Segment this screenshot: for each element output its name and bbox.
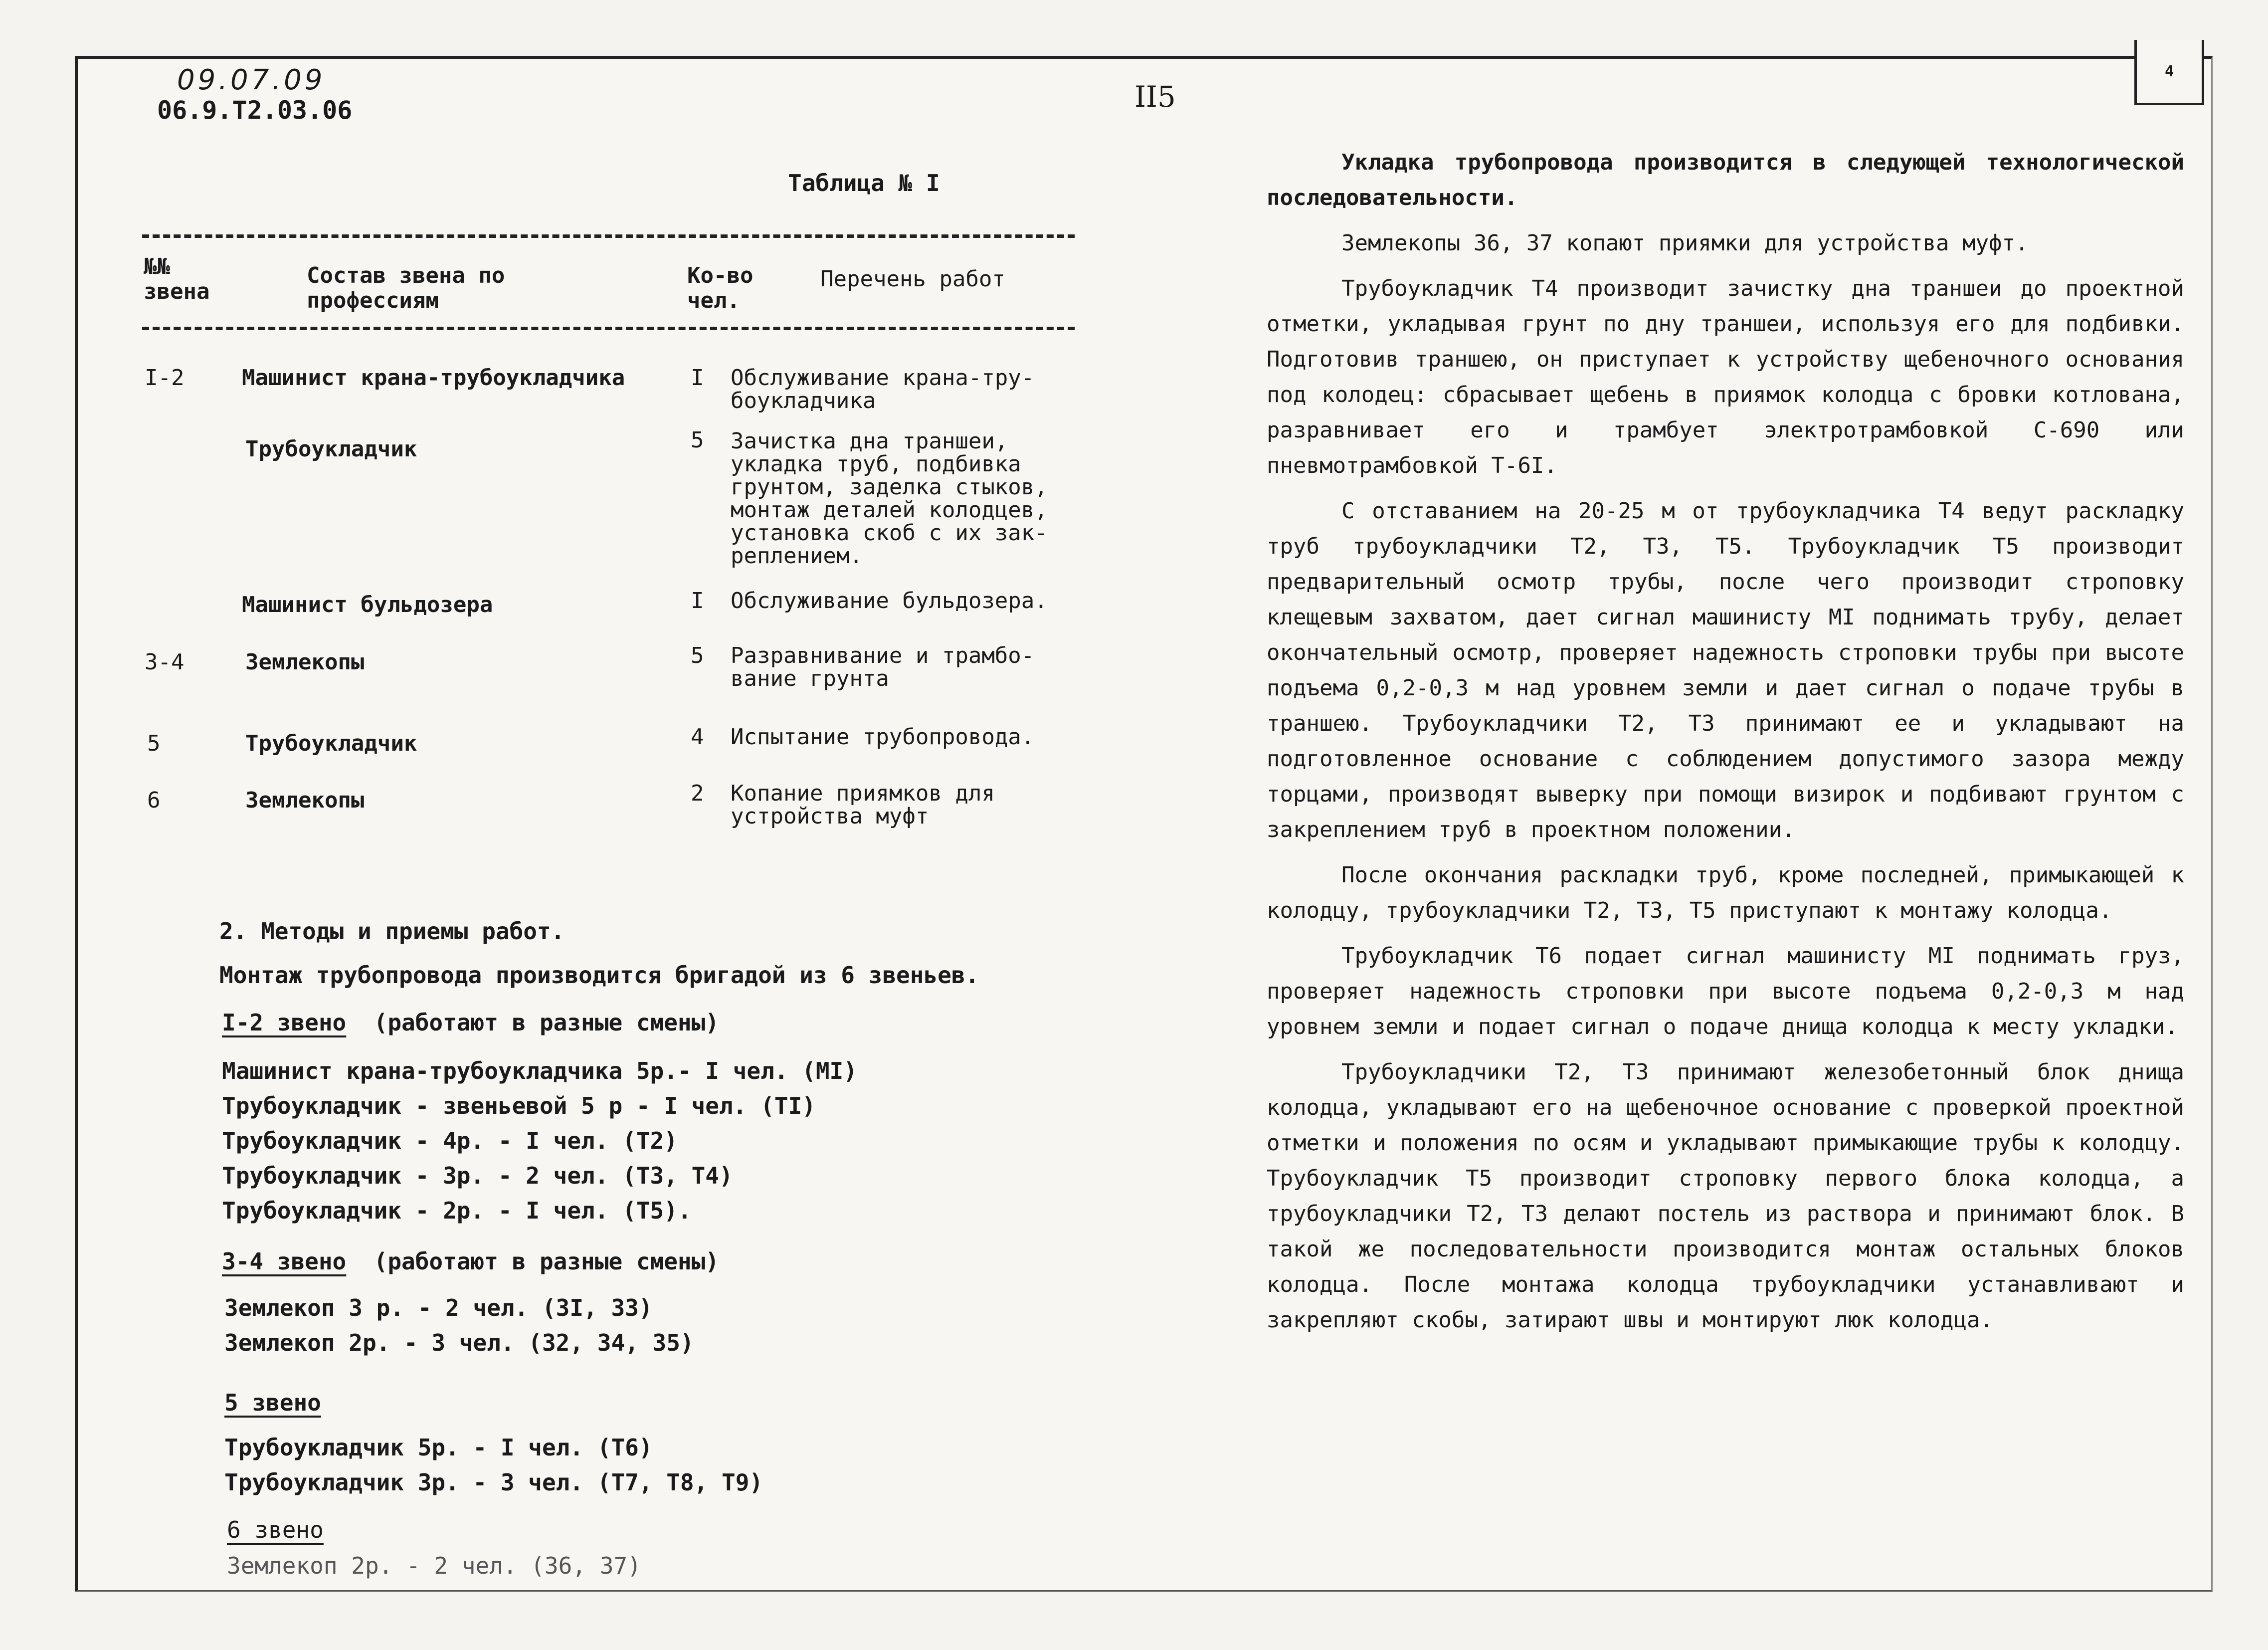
table-row-3-role: Машинист бульдозера bbox=[242, 592, 493, 618]
link-1-line-5: Трубоукладчик - 2р. - I чел. (T5). bbox=[222, 1197, 692, 1224]
table-row-6-role: Землекопы bbox=[245, 788, 365, 813]
right-text-column bbox=[1267, 145, 2184, 1348]
paragraph-6: Трубоукладчик T6 подает сигнал машинисту MI поднимать груз, проверяет надежность строповки при высоте подъема 0,2-0,3 м над уровнем земли и подает сигнал о подаче днища колодца к месту укладки. bbox=[1267, 943, 2184, 1039]
paragraph-4: С отставанием на 20-25 м от трубоукладчика T4 ведут раскладку труб трубоукладчики T2, T3, T5. Трубоукладчик T5 производит предварительный осмотр трубы, после чего производит строповку клещевым захватом, дает сигнал машинисту MI поднимать трубу, делает окончательный осмотр, проверяет надежность строповки трубы при высоте подъема 0,2-0,3 м над уровнем земли и дает сигнал о подаче трубы в траншею. Трубоукладчики T2, T3 принимают ее и укладывают на подготовленное основание с соблюдением допустимого зазора между торцами, производят выверку при помощи визирок и подбивают грунтом с закреплением труб в проектном положении. bbox=[1267, 498, 2184, 842]
sheet-number-box bbox=[2134, 40, 2204, 105]
link-2-line-2: Землекоп 2р. - 3 чел. (З2, З4, З5) bbox=[224, 1329, 694, 1356]
table-row-5-count: 4 bbox=[691, 724, 704, 750]
link-1-heading: I-2 звено (работают в разные смены) bbox=[222, 1009, 719, 1036]
table-row-3-work: Обслуживание бульдозера. bbox=[731, 588, 1048, 614]
link-2-heading: 3-4 звено (работают в разные смены) bbox=[222, 1248, 719, 1275]
table-row-2-work: Зачистка дна траншеи, укладка труб, подбивка грунтом, заделка стыков, монтаж деталей колодцев, установка скоб с их зак- реплением. bbox=[731, 428, 1048, 569]
methods-intro: Монтаж трубопровода производится бригадой из 6 звеньев. bbox=[219, 962, 979, 989]
sheet-number: 4 bbox=[2164, 62, 2174, 80]
document-code: 06.9.T2.03.06 bbox=[157, 96, 353, 125]
table-row-6-work: Копание приямков для устройства муфт bbox=[731, 781, 995, 829]
link-1-line-4: Трубоукладчик - 3р. - 2 чел. (T3, T4) bbox=[222, 1162, 733, 1189]
link-3-heading: 5 звено bbox=[224, 1389, 321, 1416]
link-4-heading: 6 звено bbox=[227, 1516, 324, 1543]
table-row-4-role: Землекопы bbox=[245, 649, 365, 675]
link-1-line-3: Трубоукладчик - 4р. - I чел. (T2) bbox=[222, 1127, 678, 1154]
table-row-3-count: I bbox=[691, 588, 704, 614]
table-header-number: №№ звена bbox=[144, 254, 210, 304]
page-number: II5 bbox=[1134, 80, 1176, 114]
table-row-1-number: I-2 bbox=[145, 365, 185, 391]
table-header-rule bbox=[142, 327, 1075, 330]
table-row-5-work: Испытание трубопровода. bbox=[731, 724, 1035, 750]
link-1-line-2: Трубоукладчик - звеньевой 5 р - I чел. (TI) bbox=[222, 1092, 816, 1119]
link-1-line-1: Машинист крана-трубоукладчика 5р.- I чел. (MI) bbox=[222, 1057, 857, 1084]
table-row-1-count: I bbox=[691, 365, 704, 391]
table-row-4-count: 5 bbox=[691, 643, 704, 668]
table-header-work: Перечень работ bbox=[820, 266, 1005, 292]
table-row-1-work: Обслуживание крана-тру- боукладчика bbox=[731, 365, 1035, 413]
link-3-line-1: Трубоукладчик 5р. - I чел. (T6) bbox=[224, 1434, 653, 1461]
paragraph-1: Укладка трубопровода производится в следующей технологической последовательности. bbox=[1267, 150, 2184, 210]
table-row-5-number: 5 bbox=[147, 731, 161, 756]
paragraph-3: Трубоукладчик T4 производит зачистку дна траншеи до проектной отметки, укладывая грунт по дну траншеи, используя его для подбивки. Подготовив траншею, он приступает к устройству щебеночного основания под колодец: сбрасывает щебень в приямок колодца с бровки котлована, разравнивает его и трамбует электротрамбовкой С-690 или пневмотрамбовкой Т-6I. bbox=[1267, 276, 2184, 478]
table-row-2-count: 5 bbox=[691, 427, 704, 453]
paragraph-7: Трубоукладчики T2, T3 принимают железобетонный блок днища колодца, укладывают его на щебеночное основание с проверкой проектной отметки и положения по осям и укладывают примыкающие трубы к колодцу. Трубоукладчик T5 производит строповку первого блока колодца, а трубоукладчики T2, T3 делают постель из раствора и принимают блок. В такой же последовательности производится монтаж остальных блоков колодца. После монтажа колодца трубоукладчики устанавливают и закрепляют скобы, затирают швы и монтируют люк колодца. bbox=[1267, 1059, 2184, 1333]
table-row-4-number: 3-4 bbox=[145, 649, 185, 675]
table-header-count: Ко-во чел. bbox=[687, 263, 754, 313]
table-row-2-role: Трубоукладчик bbox=[245, 436, 417, 462]
table-row-5-role: Трубоукладчик bbox=[245, 731, 417, 756]
link-3-line-2: Трубоукладчик 3р. - 3 чел. (T7, T8, T9) bbox=[224, 1469, 763, 1496]
table-row-1-role: Машинист крана-трубоукладчика bbox=[242, 365, 625, 391]
table-header-composition: Состав звена по профессиям bbox=[307, 263, 505, 313]
paragraph-2: Землекопы З6, З7 копают приямки для устройства муфт. bbox=[1341, 230, 2029, 256]
document-date: 09.07.09 bbox=[177, 64, 326, 96]
link-4-line-1: Землекоп 2р. - 2 чел. (З6, З7) bbox=[227, 1552, 641, 1579]
link-2-line-1: Землекоп 3 р. - 2 чел. (ЗI, З3) bbox=[224, 1294, 653, 1321]
table-top-rule bbox=[142, 234, 1075, 238]
methods-heading: 2. Методы и приемы работ. bbox=[219, 918, 565, 945]
table-row-6-count: 2 bbox=[691, 781, 704, 806]
table-row-4-work: Разравнивание и трамбо- вание грунта bbox=[731, 643, 1035, 691]
table-row-6-number: 6 bbox=[147, 788, 161, 813]
paragraph-5: После окончания раскладки труб, кроме последней, примыкающей к колодцу, трубоукладчики T2, T3, T5 приступают к монтажу колодца. bbox=[1267, 862, 2184, 923]
table-title: Таблица № I bbox=[788, 170, 940, 197]
